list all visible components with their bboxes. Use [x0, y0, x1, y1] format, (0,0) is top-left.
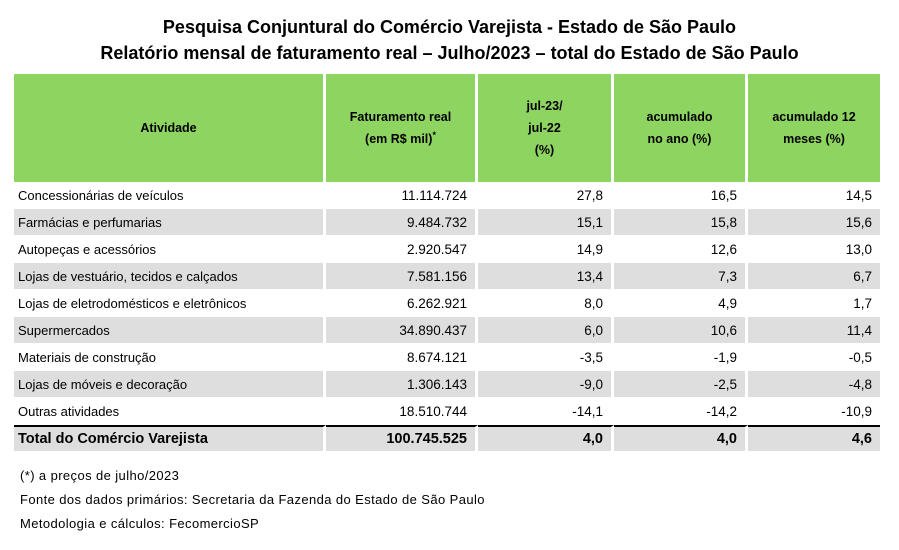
cell-monthly: 13,4	[478, 263, 614, 290]
cell-activity: Lojas de eletrodomésticos e eletrônicos	[14, 290, 326, 317]
cell-twelve: 15,6	[748, 209, 880, 236]
cell-activity: Supermercados	[14, 317, 326, 344]
table-row	[14, 182, 880, 209]
report-subtitle: Relatório mensal de faturamento real – Julho/2023 – total do Estado de São Paulo	[100, 43, 799, 63]
cell-ytd: 15,8	[614, 209, 748, 236]
total-row	[14, 425, 880, 452]
total-activity: Total do Comércio Varejista	[14, 425, 326, 452]
header-twelve-line2: meses (%)	[783, 132, 845, 146]
footnote-text: (*) a preços de julho/2023	[20, 468, 180, 483]
total-monthly: 4,0	[478, 425, 614, 452]
table-row	[14, 209, 880, 236]
cell-faturamento: 1.306.143	[326, 371, 478, 398]
header-faturamento-line1: Faturamento real	[349, 110, 452, 124]
cell-faturamento: 11.114.724	[326, 182, 478, 209]
cell-ytd: -2,5	[614, 371, 748, 398]
cell-monthly: 6,0	[478, 317, 614, 344]
retail-revenue-table	[14, 74, 880, 452]
table-row	[14, 290, 880, 317]
cell-faturamento: 8.674.121	[326, 344, 478, 371]
table-row	[14, 317, 880, 344]
total-faturamento: 100.745.525	[326, 425, 478, 452]
header-ytd	[614, 74, 748, 182]
cell-activity: Lojas de vestuário, tecidos e calçados	[14, 263, 326, 290]
cell-twelve: 14,5	[748, 182, 880, 209]
cell-twelve: -0,5	[748, 344, 880, 371]
cell-faturamento: 6.262.921	[326, 290, 478, 317]
cell-monthly: -3,5	[478, 344, 614, 371]
cell-ytd: 4,9	[614, 290, 748, 317]
header-twelve-line1: acumulado 12	[772, 110, 856, 124]
table-notes	[20, 464, 485, 536]
table-row	[14, 398, 880, 425]
header-twelve-months	[748, 74, 880, 182]
table-row	[14, 344, 880, 371]
cell-twelve: 1,7	[748, 290, 880, 317]
cell-faturamento: 34.890.437	[326, 317, 478, 344]
cell-monthly: 15,1	[478, 209, 614, 236]
total-twelve: 4,6	[748, 425, 880, 452]
header-ytd-line1: acumulado	[646, 110, 713, 124]
cell-twelve: -4,8	[748, 371, 880, 398]
cell-activity: Outras atividades	[14, 398, 326, 425]
cell-faturamento: 7.581.156	[326, 263, 478, 290]
cell-ytd: -14,2	[614, 398, 748, 425]
cell-activity: Concessionárias de veículos	[14, 182, 326, 209]
header-faturamento	[326, 74, 478, 182]
methodology-text: Metodologia e cálculos: FecomercioSP	[20, 516, 260, 531]
cell-activity: Lojas de móveis e decoração	[14, 371, 326, 398]
cell-twelve: 6,7	[748, 263, 880, 290]
cell-activity: Autopeças e acessórios	[14, 236, 326, 263]
cell-ytd: 7,3	[614, 263, 748, 290]
header-ytd-line2: no ano (%)	[647, 132, 712, 146]
cell-monthly: 8,0	[478, 290, 614, 317]
source-text: Fonte dos dados primários: Secretaria da Fazenda do Estado de São Paulo	[20, 492, 485, 507]
report-title: Pesquisa Conjuntural do Comércio Varejista - Estado de São Paulo	[162, 17, 737, 37]
header-faturamento-line2-wrap	[330, 128, 471, 150]
header-monthly-line2: jul-22	[528, 121, 561, 135]
total-ytd: 4,0	[614, 425, 748, 452]
cell-ytd: 12,6	[614, 236, 748, 263]
cell-monthly: -14,1	[478, 398, 614, 425]
cell-twelve: 11,4	[748, 317, 880, 344]
cell-activity: Materiais de construção	[14, 344, 326, 371]
cell-faturamento: 2.920.547	[326, 236, 478, 263]
table-row	[14, 371, 880, 398]
header-monthly-line1: jul-23/	[526, 99, 563, 113]
header-monthly-change	[478, 74, 614, 182]
footnote-marker: *	[432, 129, 436, 140]
table-row	[14, 263, 880, 290]
cell-twelve: 13,0	[748, 236, 880, 263]
cell-faturamento: 18.510.744	[326, 398, 478, 425]
cell-monthly: 14,9	[478, 236, 614, 263]
table-row	[14, 236, 880, 263]
table-header-row	[14, 74, 880, 182]
header-monthly-line3: (%)	[534, 143, 555, 157]
cell-monthly: -9,0	[478, 371, 614, 398]
cell-monthly: 27,8	[478, 182, 614, 209]
cell-ytd: -1,9	[614, 344, 748, 371]
cell-ytd: 10,6	[614, 317, 748, 344]
header-activity-label: Atividade	[140, 121, 197, 135]
header-activity	[14, 74, 326, 182]
cell-faturamento: 9.484.732	[326, 209, 478, 236]
cell-ytd: 16,5	[614, 182, 748, 209]
cell-activity: Farmácias e perfumarias	[14, 209, 326, 236]
header-faturamento-line2: (em R$ mil)	[365, 132, 433, 146]
cell-twelve: -10,9	[748, 398, 880, 425]
